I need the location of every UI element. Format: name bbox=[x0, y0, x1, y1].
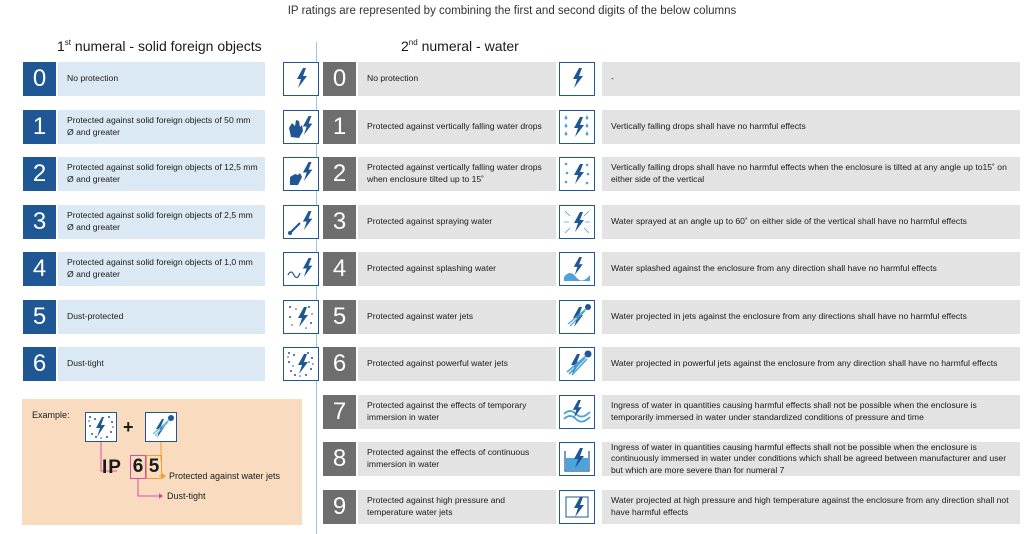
water-rating-row bbox=[323, 300, 1020, 334]
rating-detail: Water projected at high pressure and high temperature against the enclosure from any direction shall not have harmful effects bbox=[602, 490, 1020, 524]
rating-description: Protected against the effects of temporary immersion in water bbox=[358, 395, 556, 429]
rating-digit: 2 bbox=[23, 157, 56, 191]
rating-description: Protected against solid foreign objects of 1,0 mm Ø and greater bbox=[58, 252, 265, 286]
dense-dust-lightning-icon bbox=[283, 347, 319, 381]
rating-digit: 2 bbox=[323, 157, 356, 191]
col1-heading-rest: numeral - solid foreign objects bbox=[71, 38, 262, 54]
finger-lightning-icon bbox=[283, 157, 319, 191]
water-jet-icon bbox=[559, 300, 595, 334]
water-rating-row bbox=[323, 347, 1020, 381]
rating-digit: 0 bbox=[23, 62, 56, 96]
temporary-immersion-icon bbox=[559, 395, 595, 429]
rating-digit: 4 bbox=[23, 252, 56, 286]
rating-digit: 1 bbox=[23, 110, 56, 144]
solid-rating-row bbox=[23, 347, 303, 381]
rating-digit: 6 bbox=[323, 347, 356, 381]
example-ip-prefix: IP bbox=[102, 457, 122, 478]
intro-text: IP ratings are represented by combining the first and second digits of the below columns bbox=[287, 5, 737, 17]
tilted-drops-icon bbox=[559, 157, 595, 191]
rating-description: Protected against solid foreign objects of 12,5 mm Ø and greater bbox=[58, 157, 265, 191]
rating-detail: Water projected in jets against the enclosure from any directions shall have no harmful effects bbox=[602, 300, 1020, 334]
water-rating-row bbox=[323, 252, 1020, 286]
rating-digit: 5 bbox=[323, 300, 356, 334]
water-rating-row bbox=[323, 110, 1020, 144]
wire-lightning-icon bbox=[283, 252, 319, 286]
rating-digit: 9 bbox=[323, 490, 356, 524]
example-note-water-jets: Protected against water jets bbox=[169, 471, 281, 481]
solid-rating-row bbox=[23, 62, 303, 96]
col2-heading-num: 2 bbox=[401, 38, 409, 54]
rating-description: Dust-protected bbox=[58, 300, 265, 334]
rating-description: Protected against solid foreign objects of 50 mm Ø and greater bbox=[58, 110, 265, 144]
example-connector-lines bbox=[22, 399, 302, 525]
rating-description: Protected against high pressure and temperature water jets bbox=[358, 490, 556, 524]
continuous-immersion-icon bbox=[559, 442, 595, 476]
col2-heading bbox=[401, 38, 519, 54]
col1-heading-num: 1 bbox=[57, 38, 65, 54]
col1-heading-sup: st bbox=[64, 38, 72, 47]
rating-digit: 1 bbox=[323, 110, 356, 144]
example-digit-first: 6 bbox=[130, 455, 146, 479]
rating-description: Protected against vertically falling water drops when enclosure tilted up to 15˚ bbox=[358, 157, 556, 191]
rating-digit: 5 bbox=[23, 300, 56, 334]
solid-rating-row bbox=[23, 110, 303, 144]
rating-description: No protection bbox=[58, 62, 265, 96]
rating-description: Dust-tight bbox=[58, 347, 265, 381]
solid-rating-row bbox=[23, 252, 303, 286]
rating-digit: 7 bbox=[323, 395, 356, 429]
example-note-dust-tight: Dust-tight bbox=[167, 491, 206, 501]
water-rating-row bbox=[323, 490, 1020, 524]
rating-description: No protection bbox=[358, 62, 556, 96]
water-rating-row bbox=[323, 205, 1020, 239]
col2-heading-rest: numeral - water bbox=[417, 38, 519, 54]
solid-rating-row bbox=[23, 205, 303, 239]
rating-digit: 4 bbox=[323, 252, 356, 286]
lightning-icon bbox=[559, 62, 595, 96]
rating-digit: 3 bbox=[323, 205, 356, 239]
example-plus: + bbox=[123, 417, 134, 437]
rating-description: Protected against splashing water bbox=[358, 252, 556, 286]
example-label: Example: bbox=[32, 410, 70, 420]
rating-detail: - bbox=[602, 62, 1020, 96]
rating-description: Protected against spraying water bbox=[358, 205, 556, 239]
rating-detail: Ingress of water in quantities causing harmful effects shall not be possible when the enclosure is continuously immersed in water under conditions which shall be agreed between manufacturer and user but which are more severe than for numeral 7 bbox=[602, 442, 1020, 476]
rating-detail: Water sprayed at an angle up to 60˚ on either side of the vertical shall have no harmful effects bbox=[602, 205, 1020, 239]
high-pressure-jet-icon bbox=[559, 490, 595, 524]
rating-digit: 0 bbox=[323, 62, 356, 96]
example-box bbox=[22, 399, 302, 525]
water-rating-row bbox=[323, 395, 1020, 429]
tool-lightning-icon bbox=[283, 205, 319, 239]
rating-description: Protected against powerful water jets bbox=[358, 347, 556, 381]
water-rating-row bbox=[323, 62, 1020, 96]
example-digit-second: 5 bbox=[146, 455, 162, 479]
rating-description: Protected against the effects of continuous immersion in water bbox=[358, 442, 556, 476]
lightning-icon bbox=[283, 62, 319, 96]
rating-detail: Vertically falling drops shall have no harmful effects bbox=[602, 110, 1020, 144]
rating-detail: Water projected in powerful jets against the enclosure from any direction shall have no harmful effects bbox=[602, 347, 1020, 381]
rating-detail: Ingress of water in quantities causing harmful effects shall not be possible when the enclosure is temporarily immersed in water under standardized conditions of pressure and time bbox=[602, 395, 1020, 429]
rating-detail: Vertically falling drops shall have no harmful effects when the enclosure is tilted at any angle up to15˚ on either side of the vertical bbox=[602, 157, 1020, 191]
rating-digit: 3 bbox=[23, 205, 56, 239]
water-rating-row bbox=[323, 442, 1020, 476]
hand-lightning-icon bbox=[283, 110, 319, 144]
col2-heading-sup: nd bbox=[408, 38, 418, 47]
rating-digit: 6 bbox=[23, 347, 56, 381]
rating-description: Protected against water jets bbox=[358, 300, 556, 334]
water-rating-row bbox=[323, 157, 1020, 191]
powerful-jet-icon bbox=[559, 347, 595, 381]
rating-description: Protected against vertically falling water drops bbox=[358, 110, 556, 144]
rating-digit: 8 bbox=[323, 442, 356, 476]
dust-lightning-icon bbox=[283, 300, 319, 334]
spray-icon bbox=[559, 205, 595, 239]
solid-rating-row bbox=[23, 300, 303, 334]
vertical-drops-icon bbox=[559, 110, 595, 144]
solid-rating-row bbox=[23, 157, 303, 191]
rating-detail: Water splashed against the enclosure from any direction shall have no harmful effects bbox=[602, 252, 1020, 286]
rating-description: Protected against solid foreign objects of 2,5 mm Ø and greater bbox=[58, 205, 265, 239]
col1-heading bbox=[57, 38, 262, 54]
splash-icon bbox=[559, 252, 595, 286]
